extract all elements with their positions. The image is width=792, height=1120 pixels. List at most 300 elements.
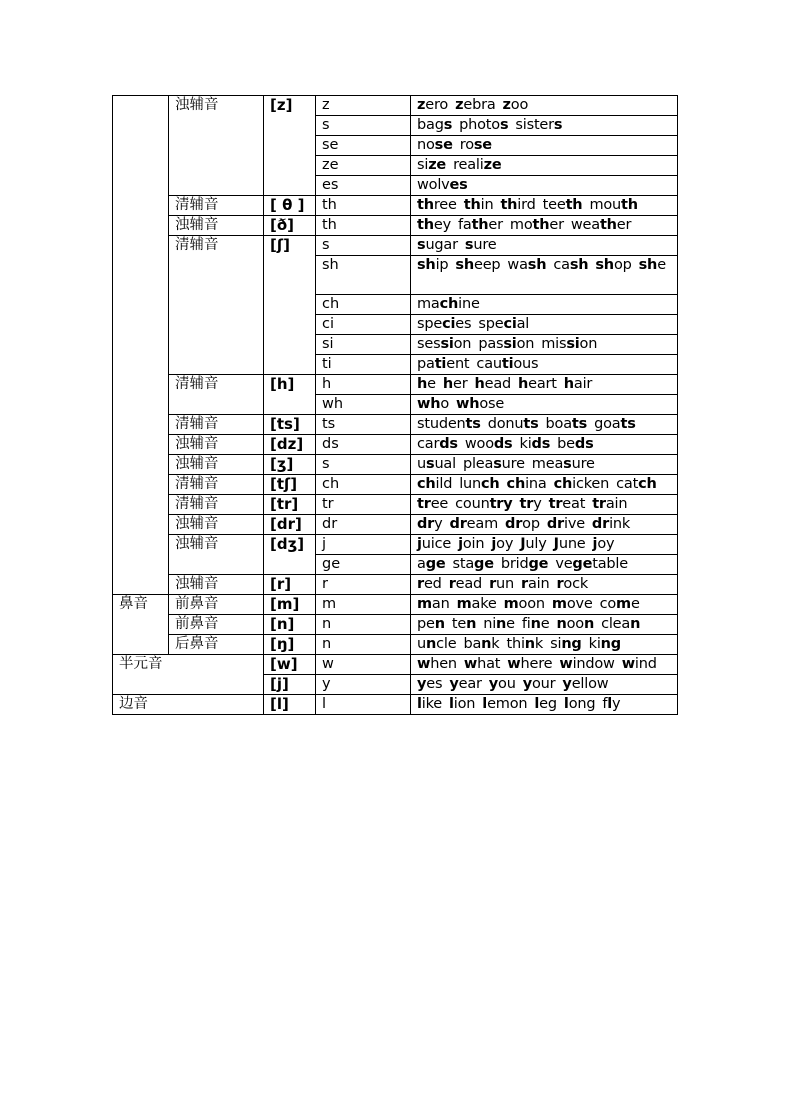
example-word xyxy=(559,656,614,672)
plain-letters: oin xyxy=(462,536,485,552)
example-words-cell xyxy=(411,196,678,216)
plain-letters: er xyxy=(488,217,503,233)
plain-letters: donu xyxy=(487,416,524,432)
highlighted-letters: s xyxy=(443,117,453,133)
table-row xyxy=(113,515,678,535)
highlighted-letters: dr xyxy=(546,516,564,532)
highlighted-letters: n xyxy=(524,636,535,652)
highlighted-letters: r xyxy=(489,576,497,592)
plain-letters: cau xyxy=(476,356,502,372)
highlighted-letters: s xyxy=(464,237,474,253)
example-word xyxy=(489,676,516,692)
plain-letters: sta xyxy=(452,556,475,572)
table-row xyxy=(113,595,678,615)
plain-letters: er xyxy=(452,376,468,392)
example-word xyxy=(593,536,615,552)
highlighted-letters: dr xyxy=(591,516,610,532)
highlighted-letters: ng xyxy=(600,636,621,652)
highlighted-letters: si xyxy=(440,336,454,352)
example-word xyxy=(458,217,503,233)
plain-letters: emon xyxy=(487,696,528,712)
example-words-cell xyxy=(411,96,678,116)
example-words-cell xyxy=(411,635,678,655)
highlighted-letters: sh xyxy=(527,257,547,273)
example-word xyxy=(464,197,494,213)
highlighted-letters: w xyxy=(507,656,521,672)
table-row xyxy=(113,615,678,635)
example-word xyxy=(417,556,446,572)
sound-type-cell: 浊辅音 xyxy=(169,96,264,196)
sound-type-cell: 清辅音 xyxy=(169,475,264,495)
highlighted-letters: ch xyxy=(481,476,500,492)
highlighted-letters: z xyxy=(455,97,464,113)
spelling-cell: sh xyxy=(316,256,411,295)
highlighted-letters: es xyxy=(449,177,468,193)
plain-letters: si xyxy=(417,157,429,173)
highlighted-letters: n xyxy=(466,616,477,632)
example-word xyxy=(595,257,631,273)
plain-letters: spe xyxy=(417,316,443,332)
table-row xyxy=(113,535,678,555)
plain-letters: ses xyxy=(417,336,441,352)
example-word xyxy=(417,237,458,253)
highlighted-letters: ti xyxy=(434,356,447,372)
highlighted-letters: ch xyxy=(439,296,459,312)
plain-letters: k xyxy=(491,636,500,652)
highlighted-letters: y xyxy=(522,676,532,692)
example-word xyxy=(417,696,442,712)
example-word xyxy=(488,416,539,432)
example-word xyxy=(453,556,494,572)
plain-letters: ock xyxy=(563,576,589,592)
plain-letters: ain xyxy=(527,576,550,592)
highlighted-letters: m xyxy=(616,596,631,612)
example-word xyxy=(547,516,585,532)
plain-letters: ual xyxy=(434,456,456,472)
highlighted-letters: y xyxy=(562,676,572,692)
plain-letters: ellow xyxy=(571,676,609,692)
highlighted-letters: s xyxy=(553,117,563,133)
plain-letters: al xyxy=(516,316,530,332)
plain-letters: hen xyxy=(430,656,457,672)
plain-letters: ild xyxy=(435,476,453,492)
plain-letters: clea xyxy=(601,616,631,632)
plain-letters: ong xyxy=(568,696,596,712)
table-row xyxy=(113,495,678,515)
table-row xyxy=(113,236,678,256)
example-word xyxy=(417,456,456,472)
phonics-table-body xyxy=(113,96,678,715)
example-words-cell xyxy=(411,455,678,475)
highlighted-letters: sh xyxy=(595,257,614,273)
plain-letters: ous xyxy=(513,356,539,372)
example-word xyxy=(450,516,498,532)
example-word xyxy=(455,496,512,512)
example-word xyxy=(417,416,481,432)
example-word xyxy=(458,536,484,552)
highlighted-letters: wh xyxy=(417,396,441,412)
example-word xyxy=(541,336,597,352)
example-word xyxy=(455,257,500,273)
plain-letters: wolv xyxy=(417,177,450,193)
example-words-cell xyxy=(411,236,678,256)
example-word xyxy=(504,596,545,612)
highlighted-letters: wh xyxy=(456,396,480,412)
example-word xyxy=(550,636,582,652)
highlighted-letters: sh xyxy=(638,257,658,273)
highlighted-letters: ge xyxy=(528,556,549,572)
plain-letters: ba xyxy=(463,636,482,652)
plain-letters: es xyxy=(426,676,443,692)
table-row xyxy=(113,635,678,655)
highlighted-letters: ze xyxy=(483,157,502,173)
plain-letters: oy xyxy=(597,536,615,552)
highlighted-letters: ch xyxy=(417,476,436,492)
plain-letters: ve xyxy=(555,556,573,572)
plain-letters: un xyxy=(496,576,514,592)
plain-letters: ion xyxy=(453,696,476,712)
highlighted-letters: s xyxy=(493,456,502,472)
highlighted-letters: l xyxy=(607,696,613,712)
highlighted-letters: z xyxy=(417,97,426,113)
spelling-cell: ch xyxy=(316,475,411,495)
highlighted-letters: y xyxy=(417,676,427,692)
highlighted-letters: y xyxy=(449,676,459,692)
plain-letters: woo xyxy=(464,436,494,452)
table-row xyxy=(113,415,678,435)
plain-letters: mo xyxy=(509,217,533,233)
highlighted-letters: sh xyxy=(417,257,436,273)
highlighted-letters: ds xyxy=(574,436,594,452)
example-word xyxy=(518,376,557,392)
phonetic-symbol-cell: [l] xyxy=(264,695,316,715)
example-words-cell xyxy=(411,435,678,455)
example-word xyxy=(457,596,497,612)
spelling-cell: ch xyxy=(316,295,411,315)
highlighted-letters: ng xyxy=(561,636,582,652)
plain-letters: in xyxy=(480,197,494,213)
category-cell: 半元音 xyxy=(113,655,264,695)
example-word xyxy=(417,296,480,312)
example-word xyxy=(520,536,546,552)
highlighted-letters: y xyxy=(488,676,499,692)
highlighted-letters: j xyxy=(491,536,497,552)
example-word xyxy=(622,656,657,672)
example-words-cell xyxy=(411,315,678,335)
spelling-cell: l xyxy=(316,695,411,715)
table-row xyxy=(113,96,678,116)
plain-letters: ugar xyxy=(425,237,458,253)
highlighted-letters: r xyxy=(556,576,564,592)
table-row xyxy=(113,475,678,495)
highlighted-letters: l xyxy=(563,696,569,712)
example-words-cell xyxy=(411,156,678,176)
highlighted-letters: l xyxy=(482,696,488,712)
highlighted-letters: ci xyxy=(503,316,517,332)
example-word xyxy=(522,616,550,632)
highlighted-letters: z xyxy=(502,97,511,113)
highlighted-letters: h xyxy=(518,376,529,392)
highlighted-letters: l xyxy=(417,696,422,712)
plain-letters: car xyxy=(417,436,440,452)
example-word xyxy=(562,676,608,692)
highlighted-letters: m xyxy=(456,596,472,612)
example-word xyxy=(463,456,525,472)
spelling-cell: s xyxy=(316,236,411,256)
highlighted-letters: ch xyxy=(638,476,657,492)
phonetic-symbol-cell: [tʃ] xyxy=(264,475,316,495)
plain-letters: uly xyxy=(525,536,547,552)
phonetic-symbol-cell: [tr] xyxy=(264,495,316,515)
example-word xyxy=(554,476,610,492)
plain-letters: a xyxy=(417,556,426,572)
plain-letters: e xyxy=(657,257,666,273)
example-word xyxy=(589,636,621,652)
plain-letters: on xyxy=(516,336,535,352)
plain-letters: ee xyxy=(430,496,449,512)
plain-letters: tee xyxy=(542,197,566,213)
highlighted-letters: n xyxy=(630,616,641,632)
plain-letters: ine xyxy=(458,296,480,312)
highlighted-letters: ge xyxy=(474,556,494,572)
example-word xyxy=(417,436,458,452)
highlighted-letters: j xyxy=(592,536,598,552)
example-words-cell xyxy=(411,575,678,595)
plain-letters: on xyxy=(453,336,472,352)
phonetic-symbol-cell: [r] xyxy=(264,575,316,595)
plain-letters: table xyxy=(592,556,628,572)
highlighted-letters: h xyxy=(442,376,453,392)
highlighted-letters: l xyxy=(449,696,454,712)
plain-letters: si xyxy=(550,636,562,652)
spelling-cell: dr xyxy=(316,515,411,535)
spelling-cell: z xyxy=(316,96,411,116)
phonetic-symbol-cell: [m] xyxy=(264,595,316,615)
spelling-cell: si xyxy=(316,335,411,355)
highlighted-letters: se xyxy=(434,137,453,153)
sound-type-cell: 浊辅音 xyxy=(169,455,264,475)
table-row xyxy=(113,695,678,715)
plain-letters: cat xyxy=(616,476,639,492)
example-word xyxy=(460,137,492,153)
highlighted-letters: j xyxy=(417,536,422,552)
spelling-cell: th xyxy=(316,196,411,216)
plain-letters: indow xyxy=(572,656,615,672)
highlighted-letters: si xyxy=(566,336,580,352)
plain-letters: ure xyxy=(473,237,497,253)
plain-letters: y xyxy=(434,516,443,532)
example-word xyxy=(417,476,452,492)
phonetic-symbol-cell: [ŋ] xyxy=(264,635,316,655)
plain-letters: ree xyxy=(433,197,457,213)
highlighted-letters: dr xyxy=(417,516,435,532)
plain-letters: mis xyxy=(541,336,567,352)
sound-type-cell: 浊辅音 xyxy=(169,216,264,236)
phonetic-symbol-cell: [ts] xyxy=(264,415,316,435)
highlighted-letters: ds xyxy=(439,436,458,452)
plain-letters: lun xyxy=(459,476,482,492)
example-words-cell xyxy=(411,535,678,555)
highlighted-letters: th xyxy=(621,197,638,213)
phonetic-symbol-cell: [n] xyxy=(264,615,316,635)
plain-letters: e xyxy=(540,616,550,632)
sound-type-cell: 清辅音 xyxy=(169,415,264,435)
example-word xyxy=(589,197,637,213)
highlighted-letters: tr xyxy=(417,496,431,512)
plain-letters: er xyxy=(616,217,632,233)
plain-letters: ead xyxy=(484,376,512,392)
example-word xyxy=(639,257,666,273)
plain-letters: ove xyxy=(566,596,593,612)
highlighted-letters: ti xyxy=(501,356,514,372)
sound-type-cell: 前鼻音 xyxy=(169,615,264,635)
spelling-cell: s xyxy=(316,455,411,475)
spelling-cell: ds xyxy=(316,435,411,455)
example-word xyxy=(417,496,448,512)
highlighted-letters: ts xyxy=(571,416,588,432)
spelling-cell: h xyxy=(316,375,411,395)
example-word xyxy=(417,516,443,532)
example-word xyxy=(449,676,481,692)
plain-letters: oo xyxy=(566,616,584,632)
highlighted-letters: ch xyxy=(553,476,573,492)
highlighted-letters: n xyxy=(530,616,541,632)
highlighted-letters: tr xyxy=(519,496,534,512)
highlighted-letters: ci xyxy=(442,316,456,332)
highlighted-letters: n xyxy=(556,616,567,632)
example-word xyxy=(491,536,513,552)
sound-type-cell: 浊辅音 xyxy=(169,535,264,575)
plain-letters: our xyxy=(531,676,556,692)
example-word xyxy=(463,636,499,652)
plain-letters: no xyxy=(417,137,435,153)
plain-letters: eg xyxy=(539,696,557,712)
highlighted-letters: th xyxy=(417,217,434,233)
plain-letters: ird xyxy=(517,197,536,213)
example-word xyxy=(417,137,453,153)
highlighted-letters: w xyxy=(417,656,431,672)
phonetic-symbol-cell: [ʃ] xyxy=(264,236,316,375)
example-word xyxy=(515,117,562,133)
spelling-cell: ts xyxy=(316,415,411,435)
example-word xyxy=(452,616,476,632)
highlighted-letters: ch xyxy=(506,476,526,492)
highlighted-letters: tr xyxy=(548,496,563,512)
highlighted-letters: r xyxy=(448,576,456,592)
highlighted-letters: s xyxy=(499,117,509,133)
phonetic-symbol-cell: [w] xyxy=(264,655,316,675)
example-word xyxy=(417,157,446,173)
sound-type-cell: 清辅音 xyxy=(169,375,264,415)
example-word xyxy=(474,376,511,392)
sound-type-cell: 清辅音 xyxy=(169,196,264,216)
example-words-cell xyxy=(411,495,678,515)
plain-letters: ure xyxy=(501,456,525,472)
example-words-cell xyxy=(411,595,678,615)
spelling-cell: n xyxy=(316,615,411,635)
plain-letters: y xyxy=(533,496,542,512)
highlighted-letters: se xyxy=(473,137,492,153)
highlighted-letters: th xyxy=(532,217,550,233)
example-words-cell xyxy=(411,675,678,695)
example-word xyxy=(554,536,586,552)
plain-letters: ero xyxy=(425,97,449,113)
spelling-cell: wh xyxy=(316,395,411,415)
example-word xyxy=(552,596,593,612)
highlighted-letters: sh xyxy=(569,257,589,273)
example-word xyxy=(510,217,564,233)
example-words-cell xyxy=(411,395,678,415)
plain-letters: photo xyxy=(459,117,500,133)
spelling-cell: se xyxy=(316,136,411,156)
example-word xyxy=(417,356,469,372)
plain-letters: es xyxy=(455,316,472,332)
plain-letters: cle xyxy=(436,636,457,652)
plain-letters: ed xyxy=(423,576,442,592)
example-word xyxy=(601,616,640,632)
table-row xyxy=(113,455,678,475)
plain-letters: pas xyxy=(478,336,504,352)
highlighted-letters: ds xyxy=(531,436,551,452)
plain-letters: ake xyxy=(471,596,497,612)
example-word xyxy=(501,556,548,572)
plain-letters: ure xyxy=(571,456,595,472)
example-word xyxy=(571,217,631,233)
example-words-cell xyxy=(411,375,678,395)
spelling-cell: tr xyxy=(316,495,411,515)
example-word xyxy=(564,376,592,392)
highlighted-letters: h xyxy=(563,376,574,392)
plain-letters: e xyxy=(427,376,436,392)
sound-type-cell: 清辅音 xyxy=(169,236,264,375)
plain-letters: wea xyxy=(570,217,600,233)
example-word xyxy=(443,376,468,392)
plain-letters: ear xyxy=(458,676,482,692)
example-word xyxy=(549,496,586,512)
highlighted-letters: dr xyxy=(449,516,467,532)
spelling-cell: s xyxy=(316,116,411,136)
highlighted-letters: tr xyxy=(592,496,606,512)
example-word xyxy=(417,576,442,592)
plain-letters: ose xyxy=(479,396,505,412)
phonetic-symbol-cell: [ θ ] xyxy=(264,196,316,216)
highlighted-letters: m xyxy=(503,596,519,612)
highlighted-letters: th xyxy=(417,197,434,213)
plain-letters: une xyxy=(558,536,586,552)
spelling-cell: r xyxy=(316,575,411,595)
phonetic-symbol-cell: [z] xyxy=(264,96,316,196)
plain-letters: an xyxy=(431,596,450,612)
highlighted-letters: m xyxy=(417,596,432,612)
example-word xyxy=(417,117,452,133)
highlighted-letters: n xyxy=(583,616,595,632)
plain-letters: here xyxy=(520,656,553,672)
highlighted-letters: th xyxy=(565,197,583,213)
example-word xyxy=(556,616,594,632)
spelling-cell: j xyxy=(316,535,411,555)
plain-letters: wa xyxy=(507,257,528,273)
highlighted-letters: dr xyxy=(505,516,523,532)
plain-letters: ip xyxy=(435,257,449,273)
example-word xyxy=(459,117,508,133)
highlighted-letters: n xyxy=(426,636,437,652)
example-words-cell xyxy=(411,256,678,295)
example-word xyxy=(417,616,445,632)
plain-letters: brid xyxy=(500,556,529,572)
plain-letters: air xyxy=(573,376,593,392)
highlighted-letters: th xyxy=(471,217,489,233)
example-words-cell xyxy=(411,615,678,635)
